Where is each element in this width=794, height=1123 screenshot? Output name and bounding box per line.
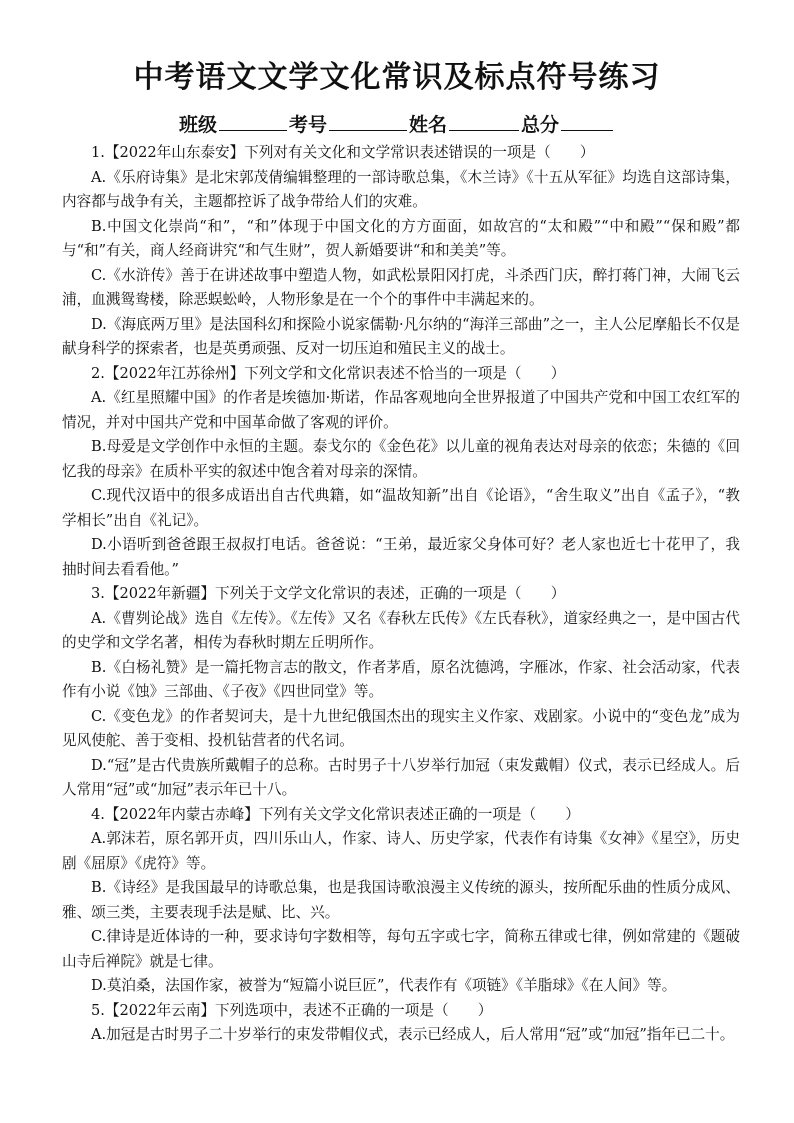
class-blank <box>219 110 287 131</box>
question-stem: 5.【2022年云南】下列选项中，表述不正确的一项是（ ） <box>91 1001 493 1019</box>
class-label: 班级 <box>178 114 217 136</box>
option-text: A.《曹刿论战》选自《左传》。《左传》又名《春秋左氏传》《左氏春秋》，道家经典之一，是中国古代的史学和文学名著，相传为春秋时期左丘明所作。 <box>62 609 740 651</box>
option-text: B.母爱是文学创作中永恒的主题。泰戈尔的《金色花》以儿童的视角表达对母亲的依恋；朱德的《回忆我的母亲》在质朴平实的叙述中饱含着对母亲的深情。 <box>62 438 740 480</box>
name-blank <box>449 110 519 131</box>
option-text: D.“冠”是古代贵族所戴帽子的总称。古时男子十八岁举行加冠（束发戴帽）仪式，表示已经成人。后人常用“冠”或“加冠”表示年已十八。 <box>62 756 740 798</box>
option-text: C.现代汉语中的很多成语出自古代典籍，如“温故知新”出自《论语》，“舍生取义”出自《孟子》，“教学相长”出自《礼记》。 <box>62 487 740 529</box>
option-text: C.《水浒传》善于在讲述故事中塑造人物，如武松景阳冈打虎，斗杀西门庆，醉打蒋门神，大闹飞云浦，血溅鸳鸯楼，除恶蜈蚣岭，人物形象是在一个个的事件中丰满起来的。 <box>62 266 740 308</box>
question-stem: 1.【2022年山东泰安】下列对有关文化和文学常识表述错误的一项是（ ） <box>91 144 595 161</box>
option-text: D.小语听到爸爸跟王叔叔打电话。爸爸说：“王弟，最近家父身体可好？老人家也近七十花甲了，我抽时间去看看他。” <box>62 536 740 578</box>
option-text: A.《乐府诗集》是北宋郭茂倩编辑整理的一部诗歌总集，《木兰诗》《十五从军征》均选自这部诗集，内容都与战争有关，主题都控诉了战争带给人们的灾难。 <box>62 168 740 210</box>
score-blank <box>561 110 613 131</box>
option-text: C.《变色龙》的作者契诃夫，是十九世纪俄国杰出的现实主义作家、戏剧家。小说中的“变色龙”成为见风使舵、善于变相、投机钻营者的代名词。 <box>62 707 740 749</box>
name-label: 姓名 <box>409 114 448 136</box>
option-text: B.《诗经》是我国最早的诗歌总集，也是我国诗歌浪漫主义传统的源头，按所配乐曲的性质分成风、雅、颂三类，主要表现手法是赋、比、兴。 <box>62 879 740 921</box>
option-text: A.加冠是古时男子二十岁举行的束发带帽仪式，表示已经成人，后人常用“冠”或“加冠”指年已二十。 <box>91 1026 735 1043</box>
question-stem: 4.【2022年内蒙古赤峰】下列有关文学文化常识表述正确的一项是（ ） <box>91 805 580 823</box>
option-text: D.莫泊桑，法国作家，被誉为“短篇小说巨匠”，代表作有《项链》《羊脂球》《在人间》等。 <box>91 977 677 994</box>
question-stem: 3.【2022年新疆】下列关于文学文化常识的表述，正确的一项是（ ） <box>91 585 566 602</box>
number-label: 考号 <box>288 114 327 136</box>
option-text: A.《红星照耀中国》的作者是埃德加·斯诺，作品客观地向全世界报道了中国共产党和中国工农红军的情况，并对中国共产党和中国革命做了客观的评价。 <box>62 389 740 431</box>
score-label: 总分 <box>521 114 560 136</box>
question-stem: 2.【2022年江苏徐州】下列文学和文化常识表述不恰当的一项是（ ） <box>91 364 566 382</box>
number-blank <box>329 110 407 131</box>
question-body <box>62 141 740 1048</box>
option-text: B.《白杨礼赞》是一篇托物言志的散文，作者茅盾，原名沈德鸿，字雁冰，作家、社会活动家，代表作有小说《蚀》三部曲、《子夜》《四世同堂》等。 <box>62 658 740 700</box>
option-text: B.中国文化崇尚“和”，“和”体现于中国文化的方方面面，如故宫的“太和殿”“中和殿”“保和殿”都与“和”有关，商人经商讲究“和气生财”，贺人新婚要讲“和和美美”等。 <box>62 217 740 259</box>
option-text: A.郭沫若，原名郭开贞，四川乐山人，作家、诗人、历史学家，代表作有诗集《女神》《星空》，历史剧《屈原》《虎符》等。 <box>62 830 740 872</box>
page-title: 中考语文文学文化常识及标点符号练习 <box>133 60 661 95</box>
option-text: C.律诗是近体诗的一种，要求诗句字数相等，每句五字或七字，简称五律或七律，例如常建的《题破山寺后禅院》就是七律。 <box>62 928 740 970</box>
option-text: D.《海底两万里》是法国科幻和探险小说家儒勒·凡尔纳的“海洋三部曲”之一，主人公尼摩船长不仅是献身科学的探索者，也是英勇顽强、反对一切压迫和殖民主义的战士。 <box>62 315 740 357</box>
student-info-line <box>0 110 794 138</box>
